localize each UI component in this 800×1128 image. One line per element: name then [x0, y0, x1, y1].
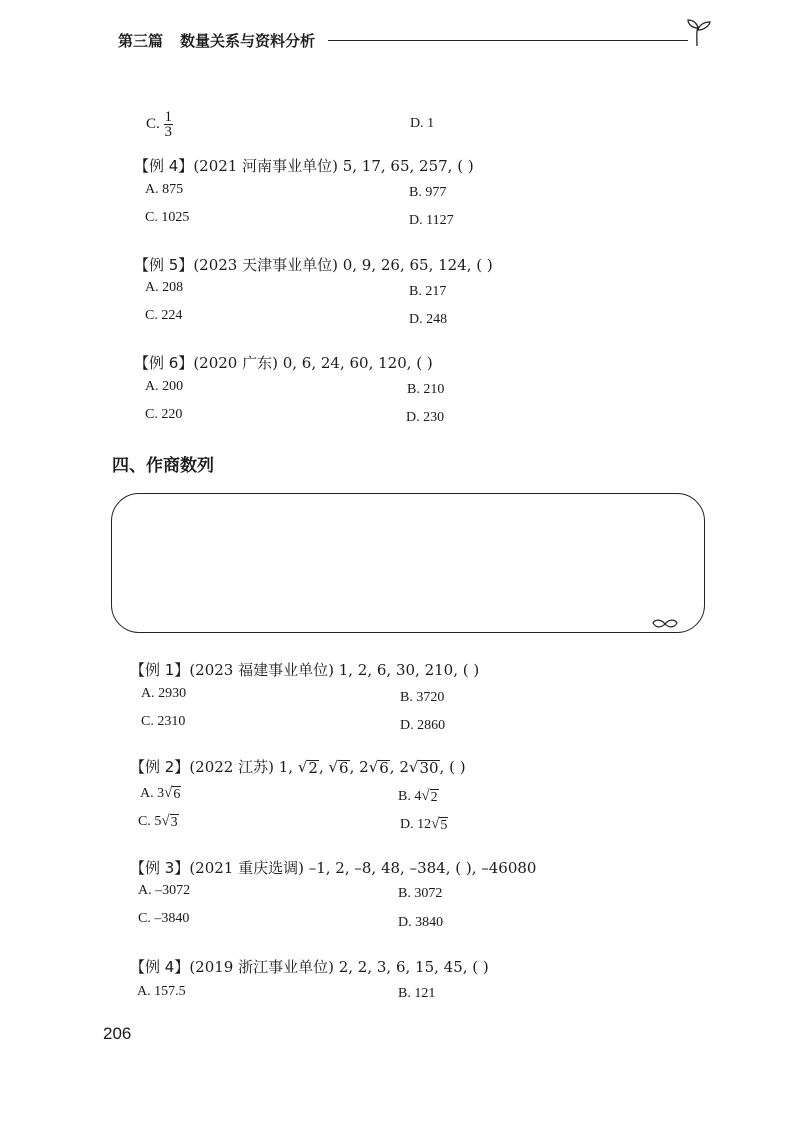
q4-option-b: B. 977 — [409, 185, 447, 200]
p2q3-option-a: A. –3072 — [138, 883, 191, 898]
radical: √ 6 — [368, 758, 389, 777]
question-5-stem: 【例 5】(2023 天津事业单位) 0, 9, 26, 65, 124, ( ) — [134, 256, 493, 274]
top-option-d: D. 1 — [410, 116, 435, 131]
q5-option-d: D. 248 — [409, 312, 448, 327]
q4-option-c: C. 1025 — [145, 210, 190, 225]
p2q2-option-c: C. 5 √ 3 — [138, 813, 178, 830]
q6-option-d: D. 230 — [406, 410, 445, 425]
p2q4-option-a: A. 157.5 — [137, 984, 186, 999]
q6-option-c: C. 220 — [145, 407, 183, 422]
p2q2-option-b: B. 4 √ 2 — [398, 788, 438, 805]
note-box — [111, 493, 705, 633]
q4-option-d: D. 1127 — [409, 213, 454, 228]
chapter-title: 数量关系与资料分析 — [180, 32, 316, 50]
q5-option-b: B. 217 — [409, 284, 447, 299]
section-title: 四、作商数列 — [112, 456, 214, 476]
q5-option-c: C. 224 — [145, 308, 183, 323]
page-number: 206 — [103, 1024, 132, 1043]
q5-option-a: A. 208 — [145, 280, 184, 295]
fraction: $\frac{1}{3}$ — [164, 109, 173, 140]
p2-question-3-stem: 【例 3】(2021 重庆选调) –1, 2, –8, 48, –384, ( ), –46080 — [130, 859, 537, 877]
p2q1-option-a: A. 2930 — [141, 686, 187, 701]
p2q1-option-b: B. 3720 — [400, 690, 445, 705]
p2q1-option-d: D. 2860 — [400, 718, 446, 733]
sprout-icon — [684, 18, 714, 48]
p2q1-option-c: C. 2310 — [141, 714, 186, 729]
p2q2-option-d: D. 12 √ 5 — [400, 816, 448, 833]
q6-option-a: A. 200 — [145, 379, 184, 394]
q4-option-a: A. 875 — [145, 182, 184, 197]
q6-option-b: B. 210 — [407, 382, 445, 397]
radical: √ 30 — [408, 758, 439, 777]
p2-question-2-stem: 【例 2】(2022 江苏) 1, √ 2 , √ 6 , 2 √ 6 , 2 √ 30 , ( ) — [130, 758, 466, 777]
chapter-label: 第三篇 — [118, 32, 164, 50]
radical: √ 6 — [328, 758, 349, 777]
p2q3-option-c: C. –3840 — [138, 911, 190, 926]
p2q4-option-b: B. 121 — [398, 986, 436, 1001]
p2q3-option-b: B. 3072 — [398, 886, 443, 901]
header-rule — [328, 40, 688, 41]
radical: √ 2 — [297, 758, 318, 777]
leaf-icon — [652, 617, 678, 631]
question-6-stem: 【例 6】(2020 广东) 0, 6, 24, 60, 120, ( ) — [134, 354, 433, 372]
p2-question-4-stem: 【例 4】(2019 浙江事业单位) 2, 2, 3, 6, 15, 45, ( ) — [130, 958, 489, 976]
question-4-stem: 【例 4】(2021 河南事业单位) 5, 17, 65, 257, ( ) — [134, 157, 474, 175]
p2q2-option-a: A. 3 √ 6 — [140, 785, 181, 802]
p2-question-1-stem: 【例 1】(2023 福建事业单位) 1, 2, 6, 30, 210, ( ) — [130, 661, 480, 679]
top-option-c: C. $\frac{1}{3}$ — [146, 109, 173, 140]
p2q3-option-d: D. 3840 — [398, 915, 444, 930]
